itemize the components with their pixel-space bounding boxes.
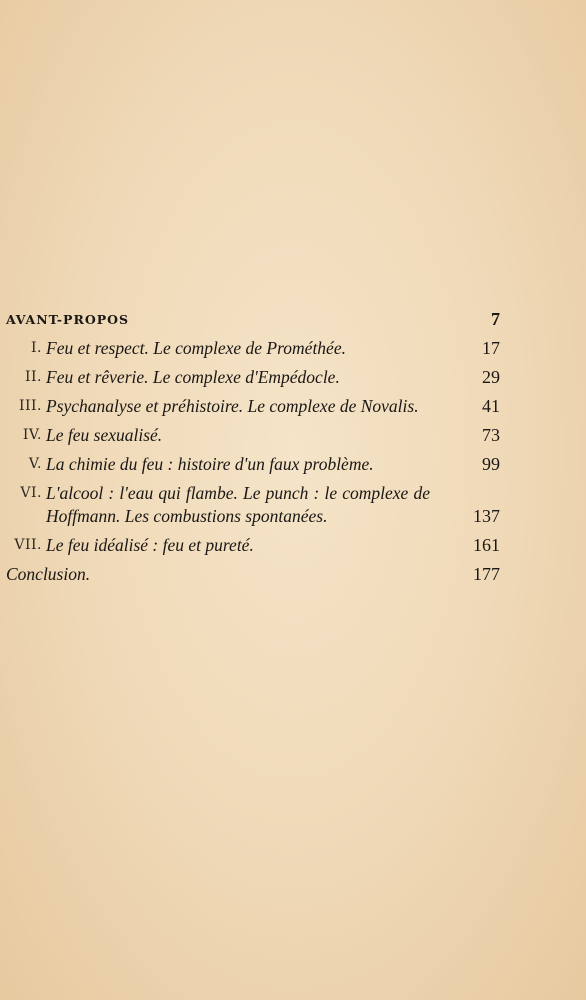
toc-entry-chapter-1 — [6, 337, 500, 360]
toc-title: Feu et respect. Le complexe de Prométhée. — [46, 338, 346, 358]
table-of-contents — [6, 308, 500, 586]
toc-entry-avant-propos — [6, 308, 500, 331]
toc-entry-chapter-6 — [6, 482, 500, 528]
toc-page-number: 41 — [482, 396, 500, 416]
toc-page-number: 29 — [482, 367, 500, 387]
toc-title: AVANT-PROPOS — [6, 312, 130, 327]
toc-page-number: 7 — [491, 309, 500, 329]
toc-entry-chapter-3 — [6, 395, 500, 418]
toc-page-number: 161 — [473, 535, 500, 555]
toc-page-number: 137 — [473, 506, 500, 526]
chapter-number: VII. — [14, 537, 42, 553]
chapter-number: III. — [18, 398, 42, 414]
toc-title: Conclusion. — [6, 564, 91, 584]
toc-entry-chapter-7 — [6, 534, 500, 557]
toc-title: Le feu idéalisé : feu et pureté. — [46, 535, 254, 555]
chapter-number: I. — [31, 340, 42, 356]
toc-title: Le feu sexualisé. — [46, 425, 163, 445]
toc-entry-conclusion — [6, 563, 500, 586]
toc-page-number: 99 — [482, 454, 500, 474]
chapter-number: II. — [24, 369, 42, 385]
toc-page-number: 17 — [482, 338, 500, 358]
chapter-number: IV. — [22, 427, 42, 443]
toc-title: Feu et rêverie. Le complexe d'Empédocle. — [46, 367, 340, 387]
chapter-number: V. — [28, 456, 42, 472]
toc-title: L'alcool : l'eau qui flambe. Le punch : le complexe de Hoffmann. Les combustions spontanées. — [46, 483, 430, 526]
toc-title: Psychanalyse et préhistoire. Le complexe de Novalis. — [46, 396, 419, 416]
toc-page-number: 177 — [473, 564, 500, 584]
toc-page-number: 73 — [482, 425, 500, 445]
toc-entry-chapter-5 — [6, 453, 500, 476]
toc-entry-chapter-4 — [6, 424, 500, 447]
toc-entry-chapter-2 — [6, 366, 500, 389]
toc-title: La chimie du feu : histoire d'un faux problème. — [46, 454, 374, 474]
chapter-number: VI. — [20, 485, 42, 501]
